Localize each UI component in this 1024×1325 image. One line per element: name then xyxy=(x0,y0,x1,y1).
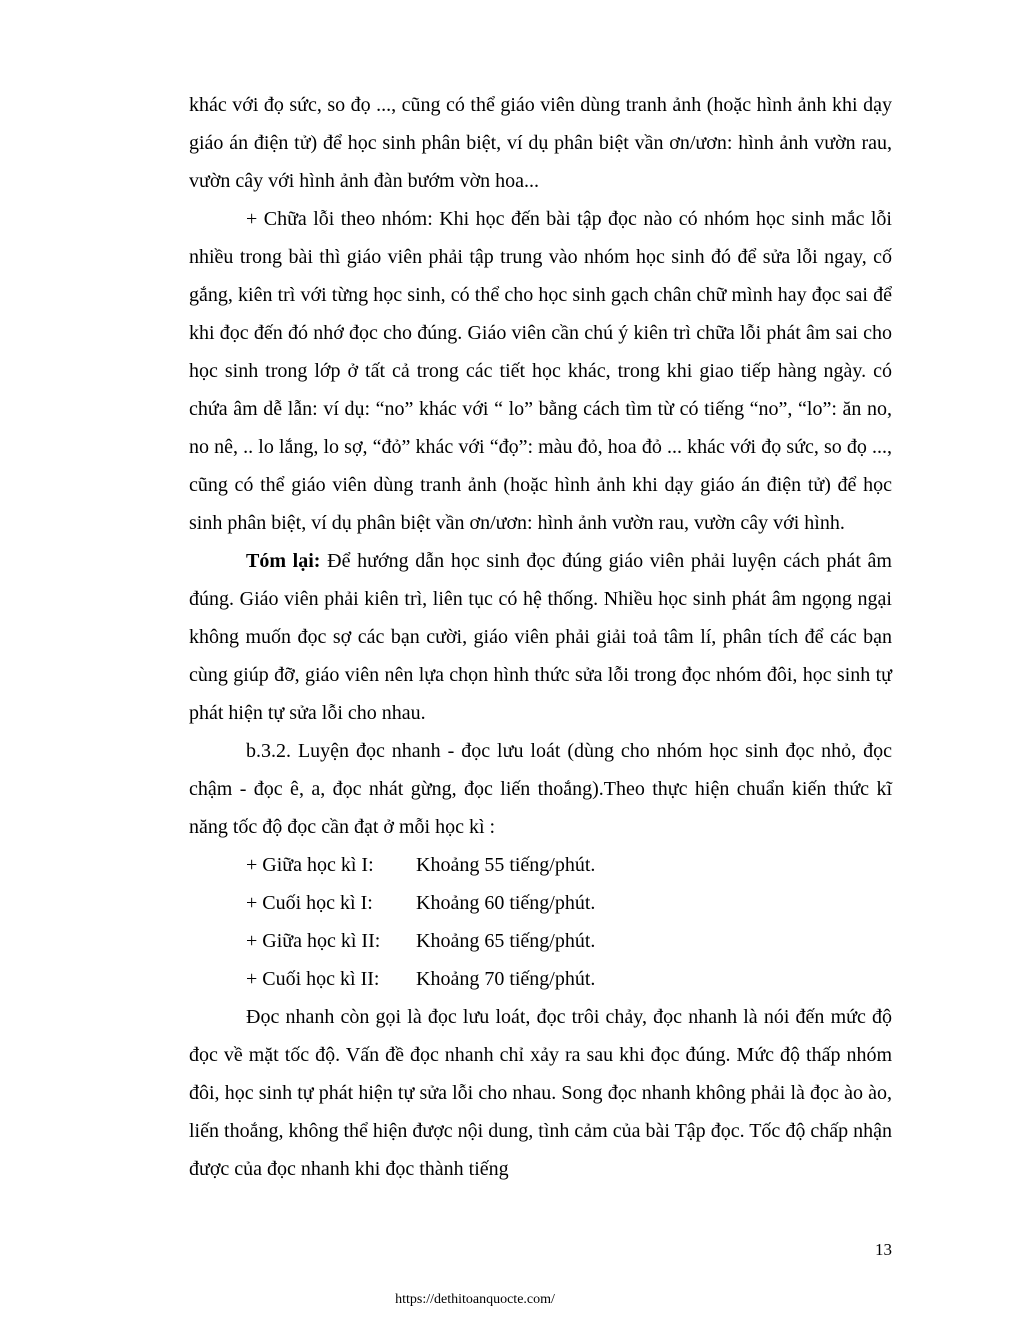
speed-value: Khoảng 70 tiếng/phút. xyxy=(416,968,596,990)
list-item xyxy=(189,846,892,884)
page-body xyxy=(189,86,892,1188)
paragraph-summary xyxy=(189,542,892,732)
summary-heading: Tóm lại: xyxy=(246,550,321,572)
paragraph-closing: Đọc nhanh còn gọi là đọc lưu loát, đọc trôi chảy, đọc nhanh là nói đến mức độ đọc về mặt tốc độ. Vấn đề đọc nhanh chỉ xảy ra sau khi đọc đúng. Mức độ thấp nhóm đôi, học sinh tự phát hiện tự sửa lỗi cho nhau. Song đọc nhanh không phải là đọc ào ào, liến thoắng, không thể hiện được nội dung, tình cảm của bài Tập đọc. Tốc độ chấp nhận được của đọc nhanh khi đọc thành tiếng xyxy=(189,1006,892,1180)
paragraph-group-correction: + Chữa lỗi theo nhóm: Khi học đến bài tập đọc nào có nhóm học sinh mắc lỗi nhiều trong bài thì giáo viên phải tập trung vào nhóm học sinh đó để sửa lỗi ngay, cố gắng, kiên trì với từng học sinh, có thể cho học sinh gạch chân chữ mình hay đọc sai để khi đọc đến đó nhớ đọc cho đúng. Giáo viên cần chú ý kiên trì chữa lỗi phát âm sai cho học sinh trong lớp ở tất cả trong các tiết học khác, trong khi giao tiếp hàng ngày. có chứa âm dễ lẫn: ví dụ: “no” khác với “ lo” bằng cách tìm từ có tiếng “no”, “lo”: ăn no, no nê, .. lo lắng, lo sợ, “đỏ” khác với “đọ”: màu đỏ, hoa đỏ ... khác với đọ sức, so đọ ..., cũng có thể giáo viên dùng tranh ảnh (hoặc hình ảnh khi dạy giáo án điện tử) để học sinh phân biệt, ví dụ phân biệt vần ơn/ươn: hình ảnh vườn rau, vườn cây với hình. xyxy=(189,208,892,534)
paragraph-fast-reading: b.3.2. Luyện đọc nhanh - đọc lưu loát (dùng cho nhóm học sinh đọc nhỏ, đọc chậm - đọc ê, a, đọc nhát gừng, đọc liến thoắng).Theo thực hiện chuẩn kiến thức kĩ năng tốc độ đọc cần đạt ở mỗi học kì : xyxy=(189,740,892,838)
list-item xyxy=(189,960,892,998)
list-item xyxy=(189,922,892,960)
paragraph-continuation: khác với đọ sức, so đọ ..., cũng có thể giáo viên dùng tranh ảnh (hoặc hình ảnh khi dạy giáo án điện tử) để học sinh phân biệt, ví dụ phân biệt vần ơn/ươn: hình ảnh vườn rau, vườn cây với hình ảnh đàn bướm vờn hoa... xyxy=(189,94,892,192)
summary-text: Để hướng dẫn học sinh đọc đúng giáo viên phải luyện cách phát âm đúng. Giáo viên phải kiên trì, liên tục có hệ thống. Nhiều học sinh phát âm ngọng ngại không muốn đọc sợ các bạn cười, giáo viên phải giải toả tâm lí, phân tích để các bạn cùng giúp đỡ, giáo viên nên lựa chọn hình thức sửa lỗi trong đọc nhóm đôi, học sinh tự phát hiện tự sửa lỗi cho nhau. xyxy=(189,550,892,724)
speed-label: + Giữa học kì I: xyxy=(246,854,374,876)
footer-url[interactable]: https://dethitoanquocte.com/ xyxy=(395,1292,555,1307)
speed-label: + Cuối học kì II: xyxy=(246,968,380,990)
speed-value: Khoảng 65 tiếng/phút. xyxy=(416,930,596,952)
speed-value: Khoảng 60 tiếng/phút. xyxy=(416,892,596,914)
reading-speed-list xyxy=(189,846,892,998)
list-item xyxy=(189,884,892,922)
speed-value: Khoảng 55 tiếng/phút. xyxy=(416,854,596,876)
speed-label: + Giữa học kì II: xyxy=(246,930,381,952)
page-number: 13 xyxy=(875,1240,892,1259)
speed-label: + Cuối học kì I: xyxy=(246,892,373,914)
